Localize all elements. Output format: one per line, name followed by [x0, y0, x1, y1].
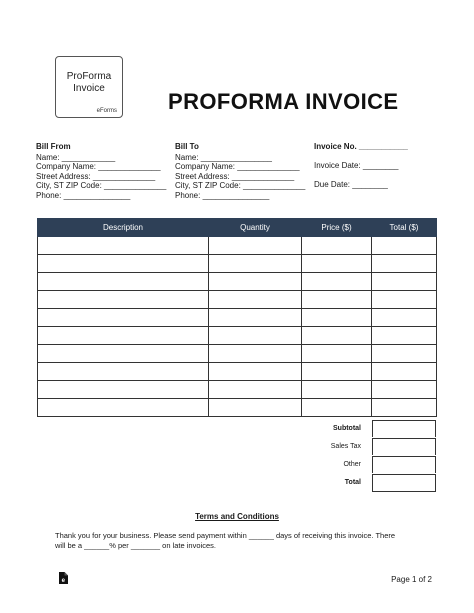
eforms-logo-icon — [58, 572, 68, 584]
quantity-cell[interactable] — [209, 345, 302, 363]
table-row — [38, 345, 437, 363]
bill-from-company[interactable]: Company Name: ______________ — [36, 162, 161, 171]
description-cell[interactable] — [38, 237, 209, 255]
price-cell[interactable] — [302, 399, 372, 417]
logo-line-2: Invoice — [73, 83, 105, 94]
price-cell[interactable] — [302, 273, 372, 291]
page-title: PROFORMA INVOICE — [168, 89, 399, 114]
bill-to-section — [175, 142, 305, 200]
total-cell[interactable] — [372, 381, 437, 399]
column-header-description: Description — [38, 219, 209, 237]
due-date-field[interactable]: Due Date: ________ — [314, 180, 388, 189]
bill-from-city[interactable]: City, ST ZIP Code: ______________ — [36, 181, 167, 190]
bill-to-city[interactable]: City, ST ZIP Code: ______________ — [175, 181, 306, 190]
terms-line-1: Thank you for your business. Please send payment within ______ days of receiving this invoice. There — [55, 531, 396, 540]
totals-section — [297, 420, 436, 492]
table-row — [38, 309, 437, 327]
total-cell[interactable] — [372, 363, 437, 381]
subtotal-label: Subtotal — [333, 425, 361, 432]
total-cell[interactable] — [372, 237, 437, 255]
other-value-box[interactable] — [372, 456, 436, 473]
subtotal-row — [297, 420, 436, 438]
description-cell[interactable] — [38, 327, 209, 345]
price-cell[interactable] — [302, 255, 372, 273]
quantity-cell[interactable] — [209, 381, 302, 399]
proforma-logo-box — [55, 56, 123, 118]
svg-text:e: e — [61, 577, 65, 584]
description-cell[interactable] — [38, 345, 209, 363]
price-cell[interactable] — [302, 309, 372, 327]
total-row — [297, 474, 436, 492]
terms-line-2: will be a ______% per _______ on late invoices. — [55, 541, 216, 550]
table-row — [38, 273, 437, 291]
price-cell[interactable] — [302, 291, 372, 309]
sales-tax-label: Sales Tax — [330, 443, 361, 450]
quantity-cell[interactable] — [209, 363, 302, 381]
description-cell[interactable] — [38, 273, 209, 291]
column-header-total: Total ($) — [372, 219, 437, 237]
invoice-number-field[interactable]: Invoice No. ___________ — [314, 142, 408, 151]
logo-brand: eForms — [96, 108, 117, 114]
price-cell[interactable] — [302, 381, 372, 399]
price-cell[interactable] — [302, 237, 372, 255]
bill-to-name[interactable]: Name: ________________ — [175, 152, 272, 162]
description-cell[interactable] — [38, 309, 209, 327]
table-row — [38, 399, 437, 417]
table-header-row — [38, 219, 437, 237]
column-header-price: Price ($) — [302, 219, 372, 237]
table-row — [38, 291, 437, 309]
bill-to-company[interactable]: Company Name: ______________ — [175, 162, 300, 171]
table-row — [38, 327, 437, 345]
quantity-cell[interactable] — [209, 237, 302, 255]
price-cell[interactable] — [302, 363, 372, 381]
invoice-date-field[interactable]: Invoice Date: ________ — [314, 161, 399, 170]
total-cell[interactable] — [372, 255, 437, 273]
quantity-cell[interactable] — [209, 255, 302, 273]
table-row — [38, 381, 437, 399]
terms-text — [55, 531, 415, 551]
table-row — [38, 363, 437, 381]
quantity-cell[interactable] — [209, 327, 302, 345]
logo-line-1: ProForma — [66, 71, 112, 82]
page-number: Page 1 of 2 — [391, 575, 432, 584]
other-label: Other — [343, 461, 361, 468]
bill-to-street[interactable]: Street Address: ______________ — [175, 171, 295, 181]
total-label: Total — [344, 479, 361, 486]
total-cell[interactable] — [372, 291, 437, 309]
terms-heading: Terms and Conditions — [195, 512, 279, 521]
total-cell[interactable] — [372, 327, 437, 345]
total-cell[interactable] — [372, 399, 437, 417]
other-row — [297, 456, 436, 474]
table-row — [38, 237, 437, 255]
bill-from-street[interactable]: Street Address: ______________ — [36, 171, 156, 181]
description-cell[interactable] — [38, 363, 209, 381]
sales-tax-row — [297, 438, 436, 456]
total-value-box[interactable] — [372, 474, 436, 492]
quantity-cell[interactable] — [209, 399, 302, 417]
bill-from-name[interactable]: Name: ____________ — [36, 152, 116, 162]
bill-to-phone[interactable]: Phone: _______________ — [175, 190, 270, 200]
bill-from-heading: Bill From — [36, 142, 71, 151]
quantity-cell[interactable] — [209, 309, 302, 327]
column-header-quantity: Quantity — [209, 219, 302, 237]
description-cell[interactable] — [38, 381, 209, 399]
line-items-table — [37, 218, 437, 417]
price-cell[interactable] — [302, 345, 372, 363]
price-cell[interactable] — [302, 327, 372, 345]
description-cell[interactable] — [38, 399, 209, 417]
description-cell[interactable] — [38, 291, 209, 309]
description-cell[interactable] — [38, 255, 209, 273]
bill-from-section — [36, 142, 166, 200]
table-row — [38, 255, 437, 273]
quantity-cell[interactable] — [209, 273, 302, 291]
subtotal-value-box[interactable] — [372, 420, 436, 437]
total-cell[interactable] — [372, 345, 437, 363]
bill-to-heading: Bill To — [175, 142, 199, 151]
bill-from-phone[interactable]: Phone: _______________ — [36, 190, 131, 200]
total-cell[interactable] — [372, 309, 437, 327]
sales-tax-value-box[interactable] — [372, 438, 436, 455]
quantity-cell[interactable] — [209, 291, 302, 309]
total-cell[interactable] — [372, 273, 437, 291]
